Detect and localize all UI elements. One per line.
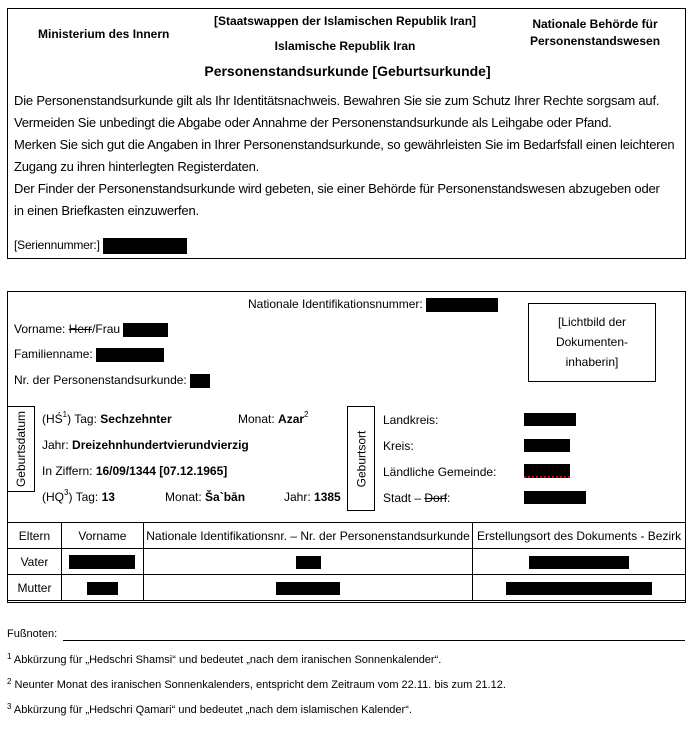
footnote-1: $^1$ Abkürzung für „Hedschri Shamsi“ und bedeutet „nach dem iranischen Sonnenkalender“.: [7, 652, 442, 666]
title-herr-struck: Herr: [68, 322, 93, 336]
first-name-label: Vorname:: [14, 322, 66, 336]
instructions-text: [14, 90, 686, 222]
national-id-redacted: [426, 298, 498, 312]
row-role-father: Vater: [8, 549, 62, 575]
photo-caption-line: Dokumenten-: [555, 335, 629, 349]
hq-day-value: 13: [101, 490, 115, 504]
table-row: [8, 575, 686, 601]
serial-number-label: [Seriennummer:]: [14, 238, 100, 252]
family-name-redacted: [96, 348, 164, 362]
photo-caption-line: inhaberin]: [565, 355, 619, 369]
instruction-line: in einen Briefkasten einzuwerfen.: [14, 203, 199, 218]
instruction-line: Vermeiden Sie unbedingt die Abgabe oder Annahme der Personenstandsurkunde als Leihgabe oder Pfand.: [14, 115, 612, 130]
birth-place-side-label: Geburtsort: [347, 406, 375, 511]
table-row: [8, 549, 686, 575]
city-redacted: [524, 491, 586, 504]
village-struck: Dorf: [424, 491, 448, 505]
instruction-line: Zugang zu ihren hinterlegten Registerdaten.: [14, 159, 260, 174]
hs-month-row: Monat: Azar$^2$: [238, 410, 309, 426]
ministry-label: Ministerium des Innern: [38, 27, 170, 41]
certificate-number-row: [14, 373, 210, 388]
instruction-line: Merken Sie sich gut die Angaben in Ihrer Personenstandsurkunde, so gewährleisten Sie im Bedarfsfall einen leichteren: [14, 137, 675, 152]
rural-municipality-label: Ländliche Gemeinde:: [383, 465, 497, 479]
instruction-line: Der Finder der Personenstandsurkunde wird gebeten, sie einer Behörde für Personenstandswesen abzugeben oder: [14, 181, 660, 196]
first-name-row: [14, 322, 168, 337]
county-label: Kreis:: [383, 439, 414, 453]
date-digits-row: In Ziffern: 16/09/1344 [07.12.1965]: [42, 464, 228, 478]
mother-first-name-redacted: [87, 582, 118, 595]
hq-month-row: Monat: Ša`bān: [165, 490, 246, 504]
rural-municipality-redacted: [524, 464, 570, 478]
father-district-redacted: [529, 556, 629, 569]
title-frau: /Frau: [92, 322, 121, 336]
hs-day-value: Sechzehnter: [100, 412, 172, 426]
photo-placeholder: [528, 303, 656, 382]
footnotes-label: Fußnoten:: [7, 628, 58, 640]
city-village-row: Stadt – Dorf:: [383, 491, 451, 505]
col-header-first-name: Vorname: [61, 523, 143, 549]
family-name-label: Familienname:: [14, 347, 93, 361]
certificate-number-label: Nr. der Personenstandsurkunde:: [14, 373, 187, 387]
instruction-line: Die Personenstandsurkunde gilt als Ihr Identitätsnachweis. Bewahren Sie sie zum Schutz Ihrer Rechte sorgsam auf.: [14, 93, 660, 108]
serial-number-redacted: [103, 238, 187, 254]
birth-date-side-label: Geburtsdatum: [7, 406, 35, 492]
coat-of-arms-placeholder: [Staatswappen der Islamischen Republik Iran]: [213, 14, 477, 28]
col-header-national-id: Nationale Identifikationsnr. – Nr. der Personenstandsurkunde: [143, 523, 472, 549]
date-digits-value: 16/09/1344 [07.12.1965]: [95, 464, 228, 478]
mother-district-redacted: [506, 582, 652, 595]
table-header-row: [8, 523, 686, 549]
footnote-3: $^3$ Abkürzung für „Hedschri Qamari“ und bedeutet „nach dem islamischen Kalender“.: [7, 702, 412, 716]
county-redacted: [524, 439, 570, 452]
row-role-mother: Mutter: [8, 575, 62, 601]
hs-year-value: Dreizehnhundertvierundvierzig: [72, 438, 249, 452]
certificate-number-redacted: [190, 374, 210, 388]
country-name: Islamische Republik Iran: [274, 39, 416, 53]
serial-number-row: [14, 234, 187, 256]
district-label: Landkreis:: [383, 413, 439, 427]
district-redacted: [524, 413, 576, 426]
authority-line1: Nationale Behörde für: [532, 17, 658, 31]
hq-year-row: Jahr: 1385: [284, 490, 341, 504]
hq-month-value: Ša`bān: [205, 490, 246, 504]
parents-table: [7, 522, 686, 601]
document-title: Personenstandsurkunde [Geburtsurkunde]: [204, 63, 491, 79]
hs-month-value: Azar: [278, 412, 305, 426]
authority-line2: Personenstandswesen: [529, 34, 661, 48]
col-header-parents: Eltern: [8, 523, 62, 549]
mother-id-redacted: [276, 582, 340, 595]
national-id-row: [248, 297, 498, 312]
footnote-2: $^2$ Neunter Monat des iranischen Sonnenkalenders, entspricht dem Zeitraum vom 22.11. bis zum 21.12.: [7, 677, 506, 691]
father-id-redacted: [296, 556, 321, 569]
hs-day-row: $(HŚ^1)$ Tag: Sechzehnter: [42, 410, 172, 426]
national-id-label: Nationale Identifikationsnummer:: [248, 297, 423, 311]
hq-year-value: 1385: [314, 490, 341, 504]
col-header-issuing-district: Erstellungsort des Dokuments - Bezirk: [473, 523, 686, 549]
first-name-redacted: [123, 323, 168, 337]
hq-day-row: $(HQ^3)$ Tag: 13: [42, 488, 115, 504]
family-name-row: [14, 347, 164, 362]
father-first-name-redacted: [69, 555, 135, 569]
hs-year-row: Jahr: Dreizehnhundertvierundvierzig: [42, 438, 249, 452]
photo-caption-line: [Lichtbild der: [557, 315, 627, 329]
footnotes-rule: [63, 640, 685, 641]
